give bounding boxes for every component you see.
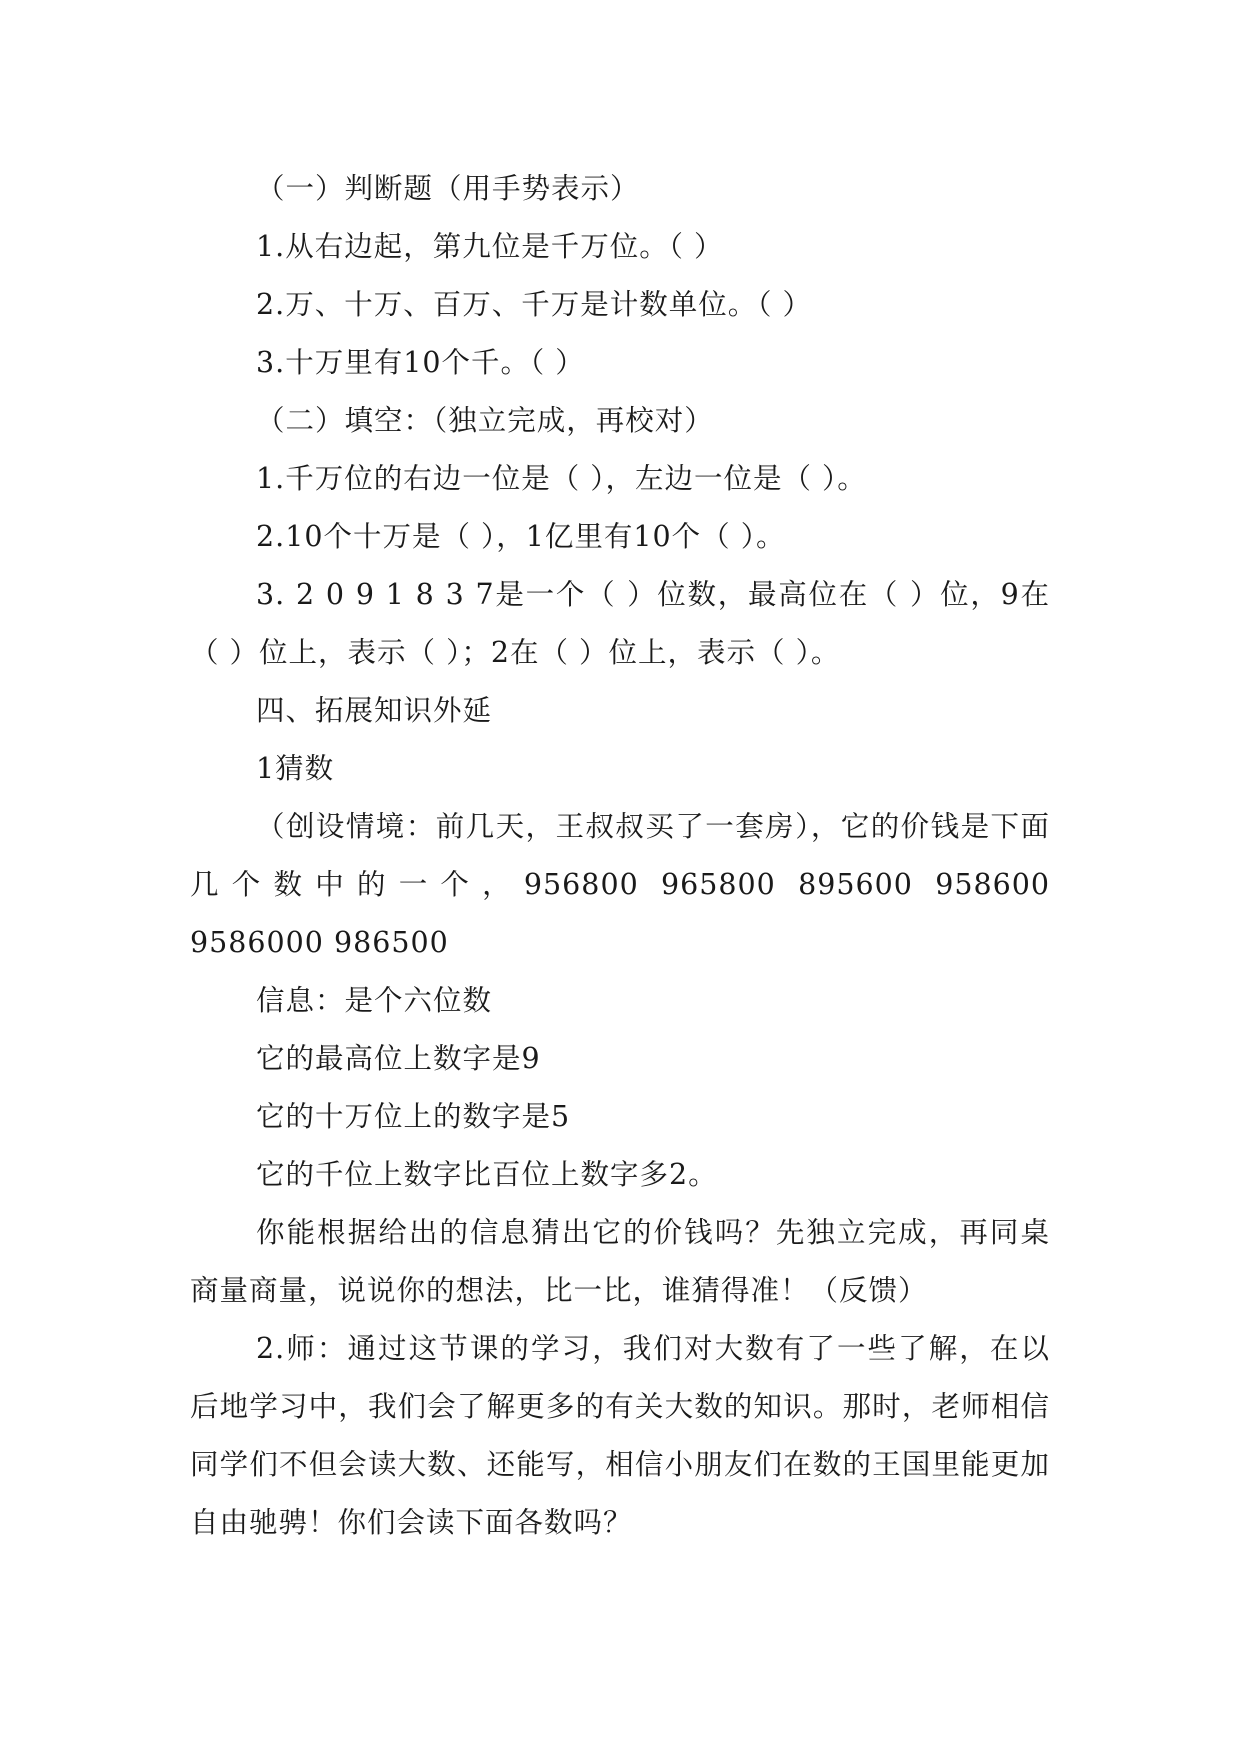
clue-six-digit: 信息：是个六位数 [256,984,493,1017]
document-body [190,160,1061,1552]
section-heading-extension: 四、拓展知识外延 [256,694,493,727]
prompt-paragraph: 你能根据给出的信息猜出它的价钱吗？先独立完成，再同桌商量商量，说说你的想法，比一比，谁猜得准！（反馈） [190,1216,1050,1307]
question-3: 3.十万里有10个千。（ ） [256,346,585,379]
clue-hundred-thousands: 它的十万位上的数字是5 [256,1100,571,1133]
subheading-guess-number: 1猜数 [256,752,335,785]
fill-blank-2: 2.10个十万是（ ），1亿里有10个（ ）。 [256,520,786,553]
clue-thousands-hundreds: 它的千位上数字比百位上数字多2。 [256,1158,718,1191]
question-1: 1.从右边起，第九位是千万位。（ ） [256,230,724,263]
section-heading-true-false: （一）判断题（用手势表示） [256,172,640,205]
section-heading-fill-blank: （二）填空：（独立完成，再校对） [256,404,714,437]
question-2: 2.万、十万、百万、千万是计数单位。（ ） [256,288,813,321]
fill-blank-3: 3. 2 0 9 1 8 3 7是一个（ ）位数，最高位在（ ）位，9在（ ）位上，表示（ ）；2在（ ）位上，表示（ ）。 [190,578,1050,669]
scenario-paragraph: （创设情境：前几天，王叔叔买了一套房），它的价钱是下面几个数中的一个，956800 965800 895600 958600 9586000 986500 [190,810,1061,959]
clue-highest-digit: 它的最高位上数字是9 [256,1042,541,1075]
fill-blank-1: 1.千万位的右边一位是（ ），左边一位是（ ）。 [256,462,867,495]
teacher-paragraph: 2.师：通过这节课的学习，我们对大数有了一些了解，在以后地学习中，我们会了解更多的有关大数的知识。那时，老师相信同学们不但会读大数、还能写，相信小朋友们在数的王国里能更加自由驰骋！你们会读下面各数吗？ [190,1332,1050,1539]
